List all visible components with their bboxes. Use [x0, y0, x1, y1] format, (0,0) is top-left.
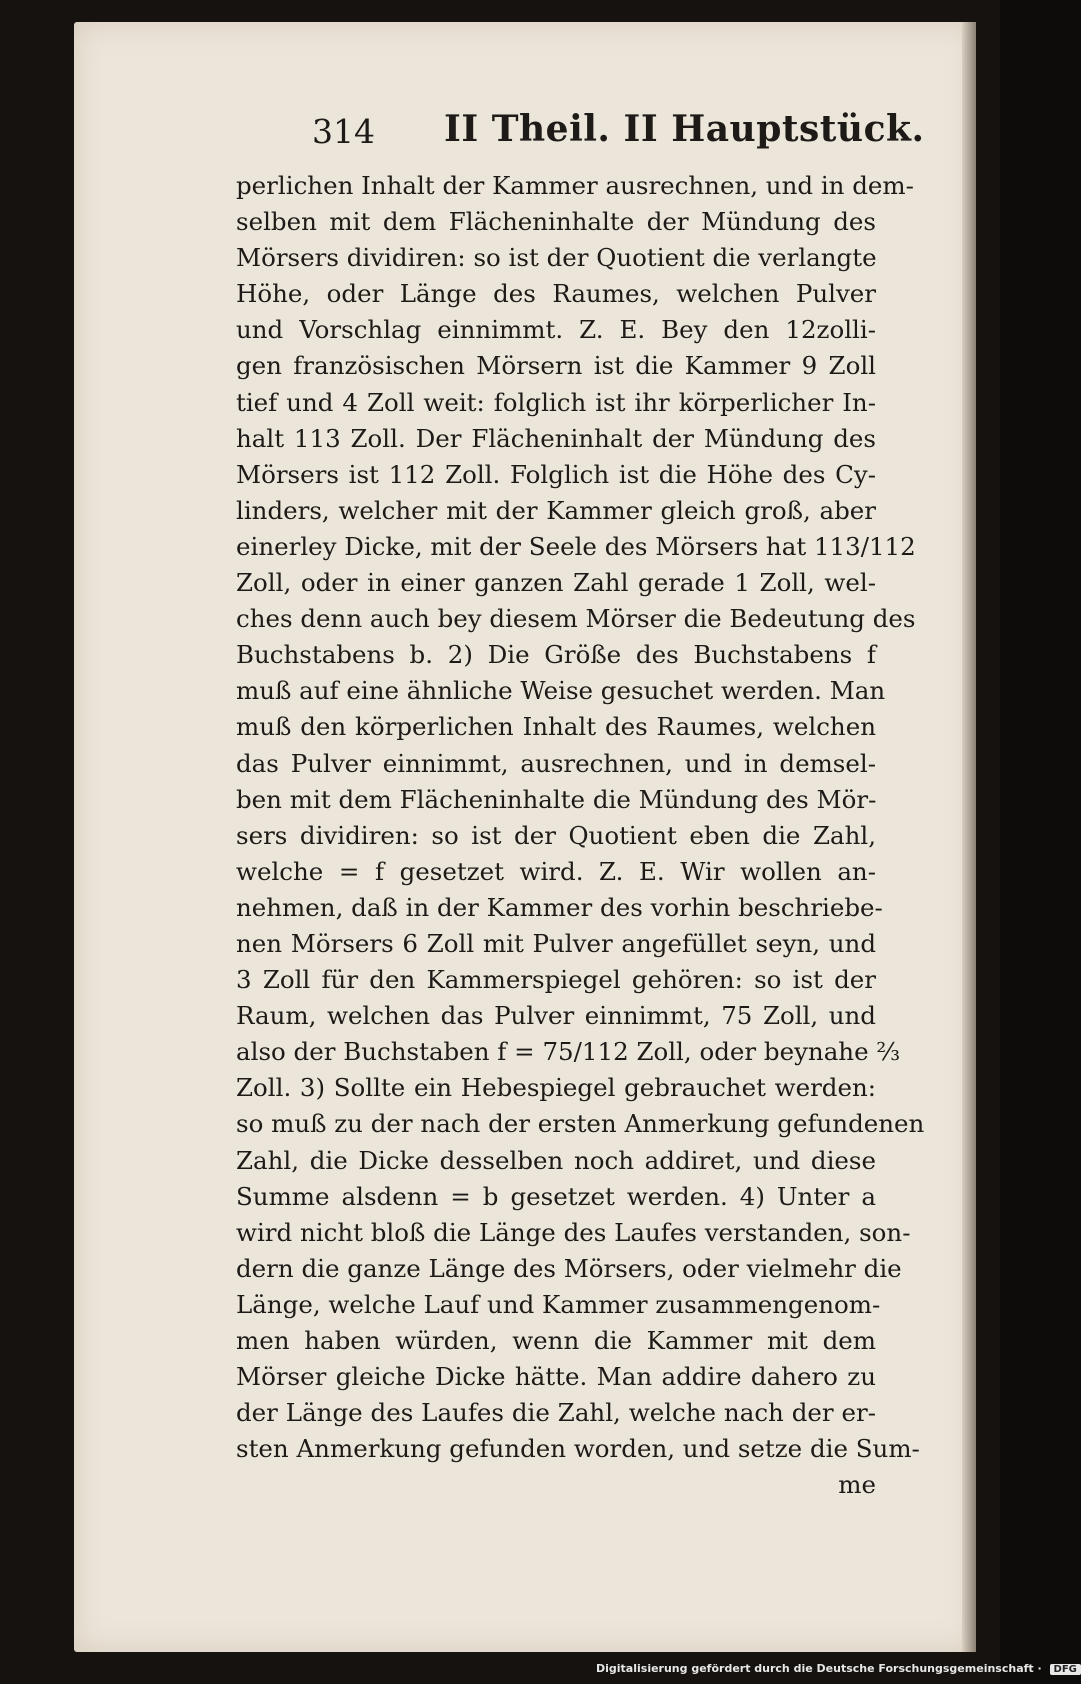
- credit-text: Digitalisierung gefördert durch die Deutsche Forschungsgemeinschaft ·: [596, 1662, 1042, 1675]
- text-line: nen Mörsers 6 Zoll mit Pulver angefüllet seyn, und: [236, 928, 876, 958]
- text-line: tief und 4 Zoll weit: folglich ist ihr körperlicher In-: [236, 387, 876, 417]
- text-line: der Länge des Laufes die Zahl, welche nach der er-: [236, 1398, 876, 1428]
- text-line: Mörsers ist 112 Zoll. Folglich ist die Höhe des Cy-: [236, 459, 876, 489]
- text-line: so muß zu der nach der ersten Anmerkung gefundenen: [236, 1109, 925, 1139]
- text-line: sten Anmerkung gefunden worden, und setze die Sum-: [236, 1434, 920, 1464]
- text-line: welche = f gesetzet wird. Z. E. Wir wollen an-: [236, 856, 876, 886]
- text-line: Zoll, oder in einer ganzen Zahl gerade 1 Zoll, wel-: [236, 568, 876, 598]
- text-line: dern die ganze Länge des Mörsers, oder vielmehr die: [236, 1253, 902, 1283]
- text-line: ben mit dem Flächeninhalte die Mündung des Mör-: [236, 784, 877, 814]
- text-line: halt 113 Zoll. Der Flächeninhalt der Mündung des: [236, 423, 876, 453]
- text-line: perlichen Inhalt der Kammer ausrechnen, und in dem-: [236, 171, 914, 200]
- running-title: II Theil. II Hauptstück.: [444, 108, 925, 150]
- text-line: Zahl, die Dicke desselben noch addiret, und diese: [236, 1145, 876, 1175]
- text-line: Raum, welchen das Pulver einnimmt, 75 Zoll, und: [236, 1001, 876, 1031]
- text-line: wird nicht bloß die Länge des Laufes verstanden, son-: [236, 1217, 911, 1247]
- text-line: sers dividiren: so ist der Quotient eben die Zahl,: [236, 820, 876, 850]
- text-line: gen französischen Mörsern ist die Kammer 9 Zoll: [236, 351, 876, 381]
- text-line: Höhe, oder Länge des Raumes, welchen Pulver: [236, 279, 876, 309]
- text-line: Zoll. 3) Sollte ein Hebespiegel gebrauchet werden:: [236, 1073, 876, 1103]
- text-line: und Vorschlag einnimmt. Z. E. Bey den 12zolli-: [236, 315, 876, 345]
- text-line: also der Buchstaben f = 75/112 Zoll, oder beynahe ⅔: [236, 1037, 901, 1067]
- text-line: einerley Dicke, mit der Seele des Mörsers hat 113/112: [236, 531, 916, 561]
- text-line: Länge, welche Lauf und Kammer zusammengenom-: [236, 1289, 881, 1319]
- page-edge: [962, 22, 976, 1652]
- text-line: muß auf eine ähnliche Weise gesuchet werden. Man: [236, 676, 886, 706]
- text-line: 3 Zoll für den Kammerspiegel gehören: so ist der: [236, 965, 876, 995]
- text-line: Buchstabens b. 2) Die Größe des Buchstabens f: [236, 640, 876, 670]
- text-line: Mörsers dividiren: so ist der Quotient die verlangte: [236, 243, 877, 273]
- text-line: Summe alsdenn = b gesetzet werden. 4) Unter a: [236, 1181, 876, 1211]
- text-line: ches denn auch bey diesem Mörser die Bedeutung des: [236, 604, 916, 634]
- text-line: selben mit dem Flächeninhalte der Mündung des: [236, 207, 876, 237]
- running-header: [236, 100, 956, 160]
- page-number: 314: [312, 112, 375, 151]
- body-text: [236, 168, 956, 1503]
- text-line: linders, welcher mit der Kammer gleich groß, aber: [236, 495, 876, 525]
- text-line: Mörser gleiche Dicke hätte. Man addire dahero zu: [236, 1362, 876, 1392]
- text-line: muß den körperlichen Inhalt des Raumes, welchen: [236, 712, 876, 742]
- dfg-logo: DFG: [1050, 1664, 1081, 1675]
- text-block: [236, 100, 956, 1503]
- text-line: men haben würden, wenn die Kammer mit dem: [236, 1326, 876, 1355]
- text-line: nehmen, daß in der Kammer des vorhin beschriebe-: [236, 892, 883, 922]
- digitization-credit: [596, 1662, 1077, 1675]
- text-line: das Pulver einnimmt, ausrechnen, und in demsel-: [236, 748, 876, 778]
- text-line: me: [838, 1470, 876, 1500]
